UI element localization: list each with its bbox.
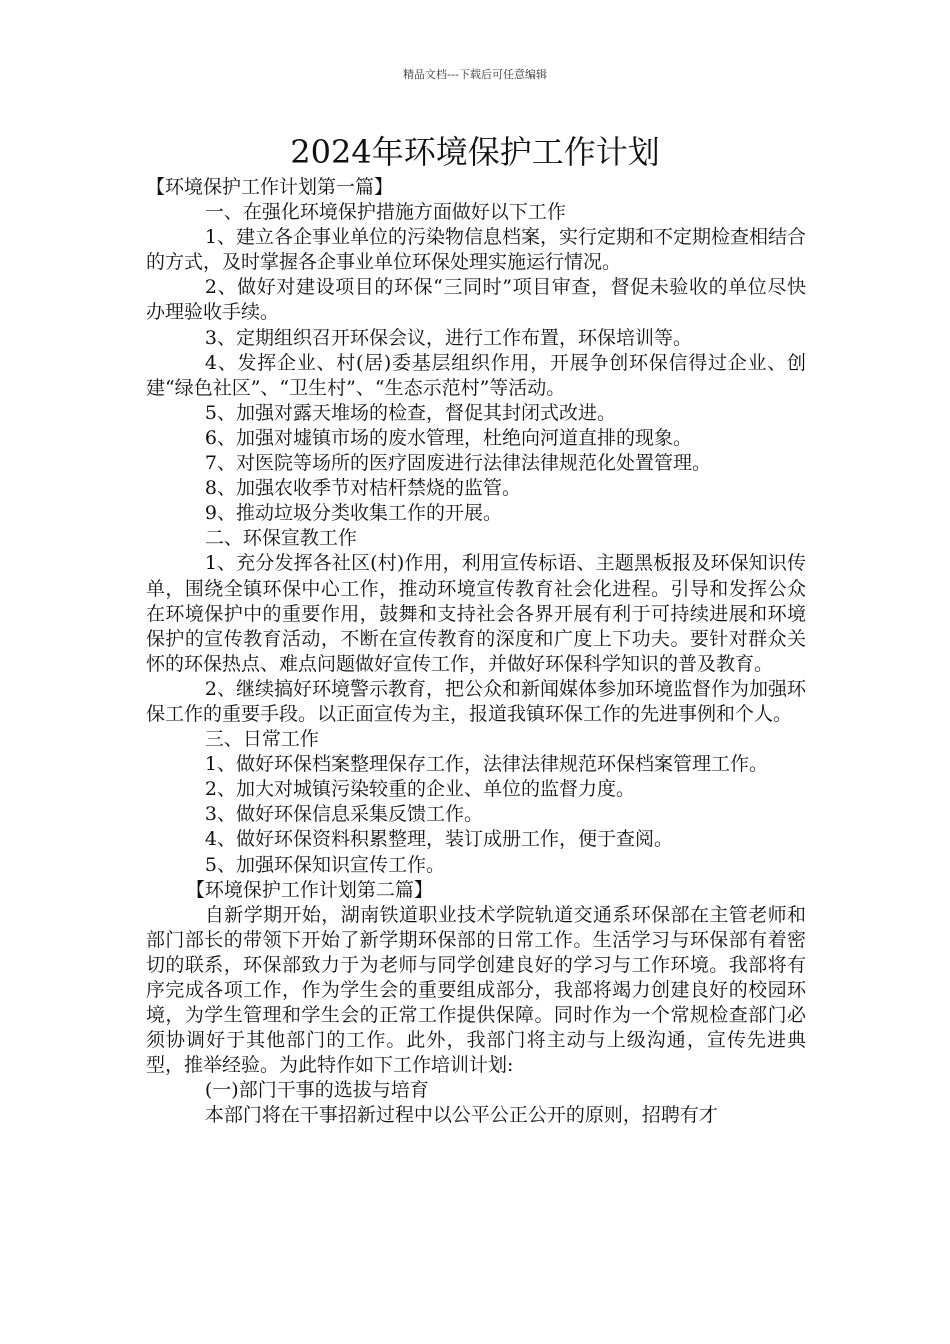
paragraph: 二、环保宣教工作 xyxy=(204,527,357,550)
paragraph: 5、加强环保知识宣传工作。 xyxy=(204,853,445,876)
paragraph: 1、充分发挥各社区(村)作用，利用宣传标语、主题黑板报及环保知识传单，围绕全镇环保中心工作，推动环境宣传教育社会化进程。引导和发挥公众在环境保护中的重要作用，鼓舞和支持社会各界开展有利于可持续进展和环境保护的宣传教育活动，不断在宣传教育的深度和广度上下功夫。要针对群众关怀的环保热点、难点问题做好宣传工作，并做好环保科学知识的普及教育。 xyxy=(146,552,806,675)
paragraph: 9、推动垃圾分类收集工作的开展。 xyxy=(204,502,502,525)
paragraph: 5、加强对露天堆场的检查，督促其封闭式改进。 xyxy=(204,401,616,424)
paragraph: 2、继续搞好环境警示教育，把公众和新闻媒体参加环境监督作为加强环保工作的重要手段。以正面宣传为主，报道我镇环保工作的先进事例和个人。 xyxy=(146,677,806,725)
document-title: 2024年环境保护工作计划 xyxy=(290,133,660,171)
paragraph: 三、日常工作 xyxy=(204,728,319,751)
page-header: 精品文档---下载后可任意编辑 xyxy=(403,68,547,81)
paragraph: 本部门将在干事招新过程中以公平公正公开的原则，招聘有才 xyxy=(204,1104,718,1127)
paragraph: 6、加强对墟镇市场的废水管理，杜绝向河道直排的现象。 xyxy=(204,426,692,449)
paragraph: 4、发挥企业、村(居)委基层组织作用，开展争创环保信得过企业、创建“绿色社区”、“卫生村”、“生态示范村”等活动。 xyxy=(146,351,806,399)
document-body xyxy=(146,175,806,1129)
paragraph: 自新学期开始，湖南铁道职业技术学院轨道交通系环保部在主管老师和部门部长的带领下开始了新学期环保部的日常工作。生活学习与环保部有着密切的联系，环保部致力于为老师与同学创建良好的学习与工作环境。我部将有序完成各项工作，作为学生会的重要组成部分，我部将竭力创建良好的校园环境，为学生管理和学生会的正常工作提供保障。同时作为一个常规检查部门必须协调好于其他部门的工作。此外，我部门将主动与上级沟通，宣传先进典型，推举经验。为此特作如下工作培训计划: xyxy=(146,903,806,1077)
paragraph: 1、建立各企事业单位的污染物信息档案，实行定期和不定期检查相结合的方式，及时掌握各企事业单位环保处理实施运行情况。 xyxy=(146,226,806,274)
paragraph: 3、做好环保信息采集反馈工作。 xyxy=(204,803,483,826)
paragraph: 4、做好环保资料积累整理，装订成册工作，便于查阅。 xyxy=(204,828,673,851)
paragraph: 3、定期组织召开环保会议，进行工作布置，环保培训等。 xyxy=(204,326,692,349)
paragraph: 一、在强化环境保护措施方面做好以下工作 xyxy=(204,201,566,224)
paragraph: 2、做好对建设项目的环保“三同时”项目审查，督促未验收的单位尽快办理验收手续。 xyxy=(146,276,806,324)
paragraph: 【环境保护工作计划第一篇】 xyxy=(146,176,394,198)
paragraph: 2、加大对城镇污染较重的企业、单位的监督力度。 xyxy=(204,778,635,801)
paragraph: (一)部门干事的选拔与培育 xyxy=(204,1079,429,1102)
paragraph: 【环境保护工作计划第二篇】 xyxy=(185,878,433,901)
paragraph: 7、对医院等场所的医疗固废进行法律法律规范化处置管理。 xyxy=(204,452,711,475)
paragraph: 1、做好环保档案整理保存工作，法律法律规范环保档案管理工作。 xyxy=(204,753,768,776)
paragraph: 8、加强农收季节对桔杆禁烧的监管。 xyxy=(204,477,521,500)
